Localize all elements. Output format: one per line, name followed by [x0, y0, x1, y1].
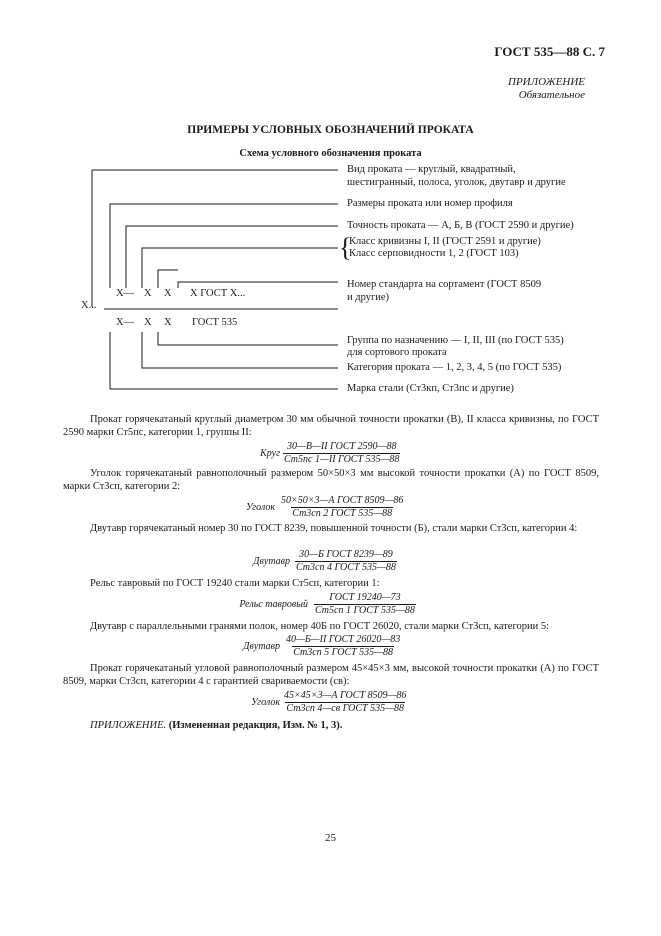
fraction-denominator: Ст3сп 4 ГОСТ 535—88 — [296, 562, 396, 573]
scheme-symbol-bottom-2: X — [144, 317, 152, 328]
example-text: Двутавр с параллельными гранями полок, номер 40Б по ГОСТ 26020, стали марки Ст3сп, категории 5: — [90, 621, 550, 632]
scheme-symbol-bottom-1: X— — [116, 317, 135, 328]
leader-line-size — [110, 204, 338, 288]
leader-line-steel — [110, 332, 338, 389]
fraction-denominator: Ст3сп 5 ГОСТ 535—88 — [293, 647, 394, 658]
designation-fraction — [283, 690, 407, 715]
fraction-numerator: 45×45×3—А ГОСТ 8509—86 — [284, 690, 407, 701]
fraction-numerator: 30—Б ГОСТ 8239—89 — [299, 549, 393, 560]
scheme-title: Схема условного обозначения проката — [239, 148, 422, 159]
example-name: Двутавр — [243, 641, 280, 652]
scheme-label-steel: Марка стали (Ст3кп, Ст3пс и другие) — [347, 383, 514, 394]
scheme-label-type-2: шестигранный, полоса, уголок, двутавр и другие — [347, 177, 566, 188]
leader-line-category — [142, 332, 338, 368]
scheme-symbol-top-4: X ГОСТ X... — [190, 288, 246, 299]
scheme-label-accuracy: Точность проката — А, Б, В (ГОСТ 2590 и другие) — [347, 220, 574, 231]
appendix-status: Обязательное — [518, 89, 585, 101]
leader-line-standard-a — [158, 270, 178, 288]
example-text: Рельс тавровый по ГОСТ 19240 стали марки Ст5сп, категории 1: — [90, 578, 380, 589]
designation-fraction — [283, 441, 400, 466]
fraction-numerator: 50×50×3—А ГОСТ 8509—86 — [281, 495, 404, 506]
scheme-label-curvature: Класс кривизны I, II (ГОСТ 2591 и другие) — [349, 236, 541, 247]
fraction-denominator: Ст5сп 1 ГОСТ 535—88 — [315, 605, 415, 616]
page-number: 25 — [325, 832, 336, 844]
example-name: Круг — [260, 448, 280, 459]
scheme-brace: { — [339, 233, 352, 262]
example-name: Двутавр — [253, 556, 290, 567]
fraction-numerator: 30—В—II ГОСТ 2590—88 — [286, 441, 397, 452]
revision-note-text: (Измененная редакция, Изм. № 1, 3). — [166, 720, 343, 731]
fraction-denominator: Ст3сп 4—св ГОСТ 535—88 — [286, 703, 404, 714]
scheme-label-type-1: Вид проката — круглый, квадратный, — [347, 164, 516, 175]
scheme-label-standard-2: и другие) — [347, 292, 390, 303]
example-name: Уголок — [250, 697, 280, 708]
designation-fraction — [295, 549, 397, 574]
scheme-symbol-top-1: X— — [116, 288, 135, 299]
scheme-label-group-2: для сортового проката — [347, 347, 447, 358]
example-text: Прокат горячекатаный угловой равнополочный размером 45×45×3 мм, высокой точности прокатки (А) по ГОСТ 8509, марки Ст3сп, категории 4 с гарантией свариваемости (св): — [63, 663, 599, 688]
scheme-symbol-bottom-4: ГОСТ 535 — [192, 317, 238, 328]
example-name: Уголок — [245, 502, 275, 513]
fraction-denominator: Ст3сп 2 ГОСТ 535—88 — [292, 508, 393, 519]
revision-note — [90, 720, 342, 731]
fraction-numerator: ГОСТ 19240—73 — [329, 592, 401, 603]
scheme-symbol-bottom-3: X — [164, 317, 172, 328]
example-name: Рельс тавровый — [239, 599, 308, 610]
scheme-label-camber: Класс серповидности 1, 2 (ГОСТ 103) — [349, 248, 519, 259]
leader-line-type — [92, 170, 338, 307]
leader-line-group — [158, 332, 338, 345]
example-text: Прокат горячекатаный круглый диаметром 30 мм обычной точности прокатки (В), II класса кривизны, по ГОСТ 2590 марки Ст5пс, категории 1, группы II: — [63, 414, 599, 439]
revision-note-label: ПРИЛОЖЕНИЕ. — [90, 720, 167, 731]
fraction-denominator: Ст5пс 1—II ГОСТ 535—88 — [284, 454, 400, 465]
scheme-symbol-top-3: X — [164, 288, 172, 299]
appendix-label: ПРИЛОЖЕНИЕ — [508, 76, 585, 88]
designation-fraction — [280, 495, 404, 520]
scheme-label-size: Размеры проката или номер профиля — [347, 198, 513, 209]
page-title: ПРИМЕРЫ УСЛОВНЫХ ОБОЗНАЧЕНИЙ ПРОКАТА — [187, 124, 474, 136]
scheme-label-group-1: Группа по назначению — I, II, III (по ГОСТ 535) — [347, 335, 564, 346]
scheme-label-category: Категория проката — 1, 2, 3, 4, 5 (по ГОСТ 535) — [347, 362, 562, 373]
scheme-symbol-main: X... — [81, 300, 97, 311]
example-text: Двутавр горячекатаный номер 30 по ГОСТ 8239, повышенной точности (Б), стали марки Ст3сп, категории 4: — [90, 523, 578, 534]
example-text: Уголок горячекатаный равнополочный размером 50×50×3 мм высокой точности прокатки (А) по ГОСТ 8509, марки Ст3сп, категории 2: — [63, 468, 599, 493]
document-reference: ГОСТ 535—88 С. 7 — [494, 44, 605, 59]
scheme-symbol-top-2: X — [144, 288, 152, 299]
fraction-numerator: 40—Б—II ГОСТ 26020—83 — [286, 634, 401, 645]
scheme-label-standard-1: Номер стандарта на сортамент (ГОСТ 8509 — [347, 279, 542, 290]
designation-fraction — [314, 592, 416, 617]
designation-fraction — [285, 634, 401, 659]
